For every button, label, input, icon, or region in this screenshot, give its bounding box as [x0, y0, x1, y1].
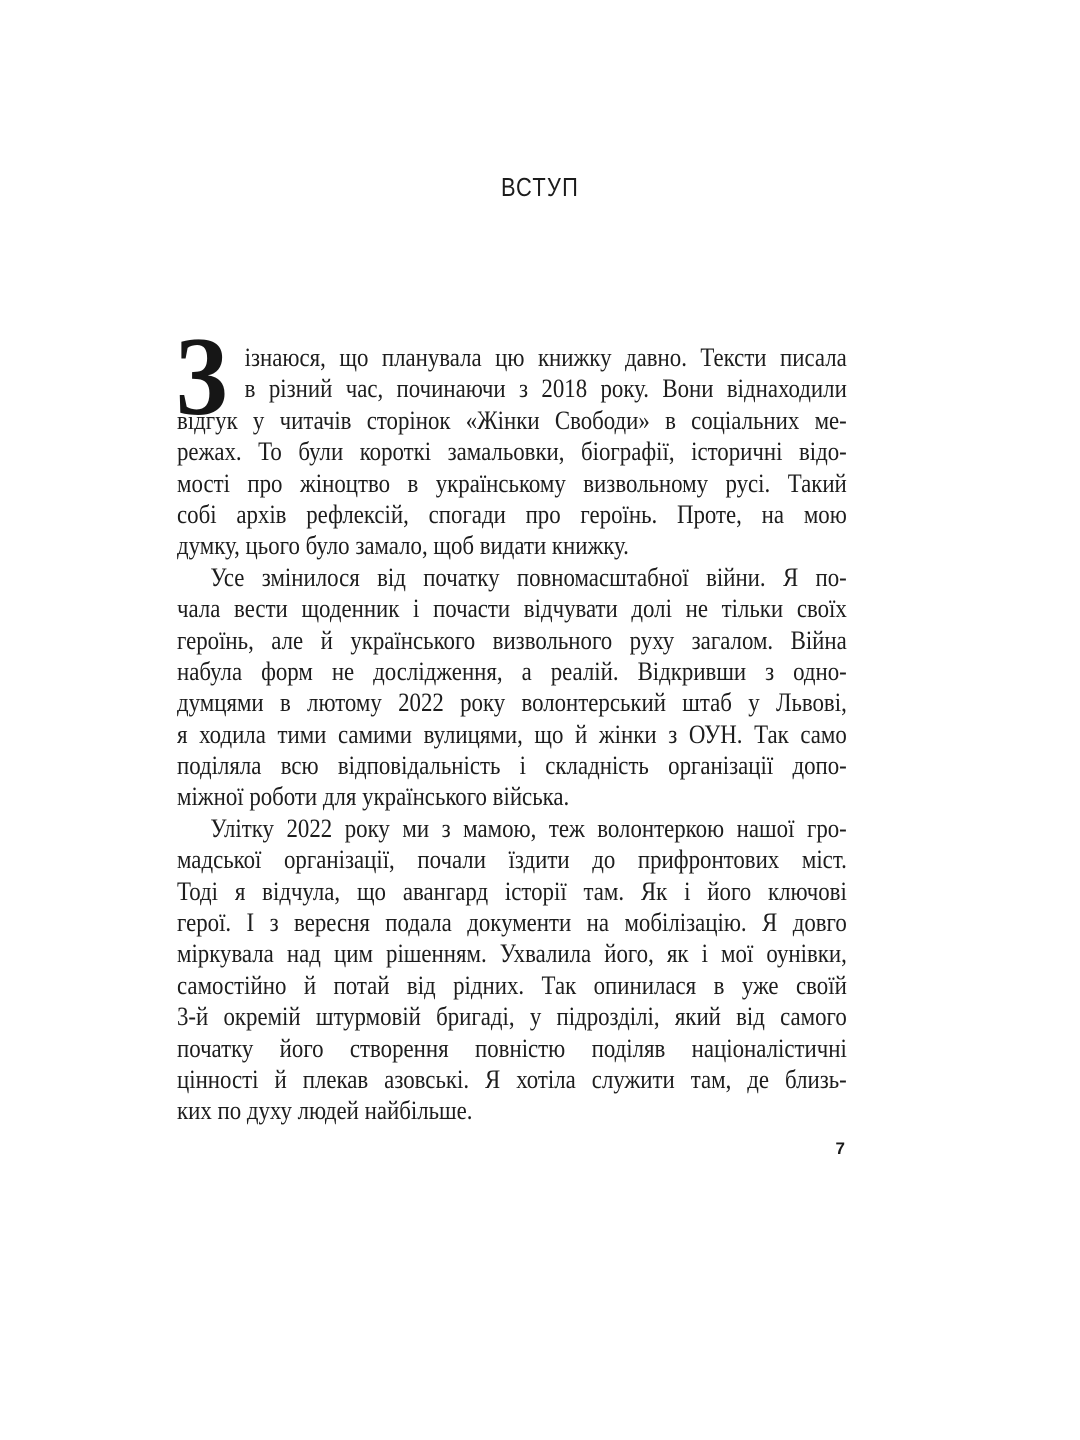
- text-line: міркувала над цим рішенням. Ухвалила його, як і мої оунівки,: [177, 939, 847, 969]
- text-line: думцями в лютому 2022 року волонтерський штаб у Львові,: [177, 688, 847, 718]
- text-line: Улітку 2022 року ми з мамою, теж волонтеркою нашої гро-: [210, 813, 847, 843]
- text-line: міжної роботи для українського війська.: [177, 782, 570, 812]
- text-line: Тоді я відчула, що авангард історії там. Як і його ключові: [177, 876, 847, 906]
- drop-cap: З: [175, 315, 228, 439]
- paragraph: [177, 813, 847, 1127]
- text-line: ізнаюся, що планувала цю книжку давно. Тексти писала: [244, 343, 847, 372]
- text-line: герої. І з вересня подала документи на мобілізацію. Я довго: [177, 908, 847, 938]
- text-line: мадської організації, почали їздити до прифронтових міст.: [177, 845, 847, 875]
- text-line: я ходила тими самими вулицями, що й жінки з ОУН. Так само: [177, 719, 847, 749]
- text-line: собі архів рефлексій, спогади про героїнь. Проте, на мою: [177, 499, 847, 529]
- text-line: набула форм не дослідження, а реалій. Відкривши з одно-: [177, 656, 847, 686]
- text-line: думку, цього було замало, щоб видати книжку.: [177, 531, 629, 561]
- paragraph: [175, 315, 847, 562]
- body-text: [175, 315, 847, 1127]
- chapter-title: ВСТУП: [500, 172, 580, 202]
- text-line: ких по духу людей найбільше.: [177, 1096, 473, 1126]
- text-line: цінності й плекав азовські. Я хотіла служити там, де близь-: [177, 1064, 847, 1094]
- text-line: чала вести щоденник і почасти відчувати долі не тільки своїх: [177, 594, 847, 624]
- text-line: початку його створення повністю поділяв націоналістичні: [177, 1033, 847, 1063]
- text-line: режах. То були короткі замальовки, біографії, історичні відо-: [177, 437, 847, 467]
- page-number: 7: [835, 1139, 845, 1158]
- text-line: мості про жіноцтво в українському визвольному русі. Такий: [177, 468, 847, 498]
- text-line: героїнь, але й українського визвольного руху загалом. Війна: [177, 625, 847, 655]
- text-line: самостійно й потай від рідних. Так опинилася в уже своїй: [177, 970, 847, 1000]
- paragraph: [177, 562, 847, 813]
- text-line: Усе змінилося від початку повномасштабної війни. Я по-: [210, 562, 847, 592]
- text-line: відгук у читачів сторінок «Жінки Свободи» в соціальних ме-: [177, 405, 847, 435]
- text-line: поділяла всю відповідальність і складність організації допо-: [177, 751, 847, 781]
- text-line: 3-й окремій штурмовій бригаді, у підрозділі, який від самого: [177, 1002, 847, 1032]
- text-line: в різний час, починаючи з 2018 року. Вони віднаходили: [244, 374, 847, 404]
